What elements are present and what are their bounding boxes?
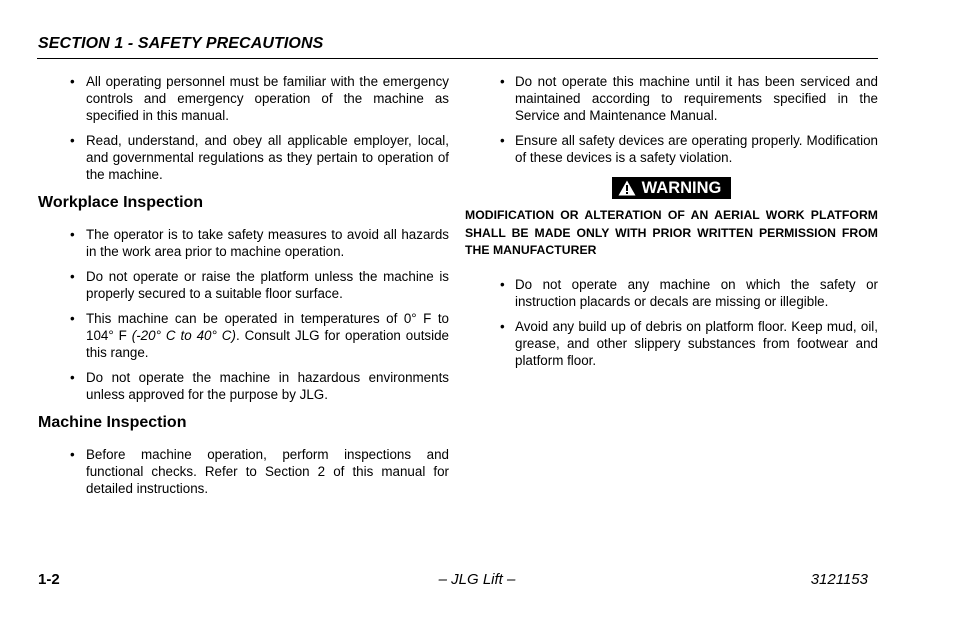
list-item-temperature: • This machine can be operated in temperatures of 0° F to 104° F (-20° C to 40° C). Consult JLG for operation outside this range. <box>70 311 449 360</box>
section-title: SECTION 1 - SAFETY PRECAUTIONS <box>38 35 324 52</box>
list-item: • Before machine operation, perform inspections and functional checks. Refer to Section 2 of this manual for detailed instructions. <box>70 447 449 496</box>
machine-inspection-heading: Machine Inspection <box>38 414 187 431</box>
warning-triangle-icon <box>618 180 636 196</box>
footer-brand: – JLG Lift – <box>438 571 516 588</box>
left-column <box>38 73 449 505</box>
metric-temperature: (-20° C to 40° C) <box>131 328 236 343</box>
list-item: • Do not operate any machine on which the safety or instruction placards or decals are missing or illegible. <box>500 276 878 309</box>
bullet-icon: • <box>70 227 75 242</box>
workplace-inspection-heading: Workplace Inspection <box>38 194 204 211</box>
bullet-icon: • <box>500 133 505 148</box>
list-item: • Do not operate the machine in hazardous environments unless approved for the purpose by JLG. <box>70 370 449 402</box>
warning-message: MODIFICATION OR ALTERATION OF AN AERIAL WORK PLATFORM SHALL BE MADE ONLY WITH PRIOR WRITTEN PERMISSION FROM THE MANUFACTURER <box>465 208 878 257</box>
list-item: • Do not operate or raise the platform unless the machine is properly secured to a suitable floor surface. <box>70 269 449 301</box>
list-item: • Read, understand, and obey all applicable employer, local, and governmental regulations as they pertain to operation of the machine. <box>70 133 449 182</box>
bullet-icon: • <box>70 370 75 385</box>
bullet-icon: • <box>70 133 75 148</box>
list-item: • Ensure all safety devices are operating properly. Modification of these devices is a safety violation. <box>500 133 878 165</box>
warning-banner <box>465 177 878 201</box>
bullet-icon: • <box>500 74 505 89</box>
warning-label: WARNING <box>641 178 722 197</box>
bottom-bullet-list <box>465 276 878 369</box>
right-column <box>465 73 878 377</box>
intro-bullet-list <box>38 73 449 183</box>
document-number: 3121153 <box>810 571 868 588</box>
list-item: • Do not operate this machine until it has been serviced and maintained according to requirements specified in the Service and Maintenance Manual. <box>500 74 878 123</box>
list-item: • Avoid any build up of debris on platform floor. Keep mud, oil, grease, and other slippery substances from footwear and platform floor. <box>500 318 878 368</box>
machine-bullet-list <box>38 446 449 497</box>
bullet-icon: • <box>70 311 75 326</box>
bullet-icon: • <box>70 74 75 89</box>
list-item: • The operator is to take safety measures to avoid all hazards in the work area prior to machine operation. <box>70 227 449 259</box>
list-item: • All operating personnel must be familiar with the emergency controls and emergency operation of the machine as specified in this manual. <box>70 74 449 123</box>
workplace-bullet-list <box>38 226 449 403</box>
bullet-icon: • <box>70 447 75 462</box>
bullet-icon: • <box>70 269 75 284</box>
page-number: 1-2 <box>38 571 60 588</box>
warning-label-box <box>612 177 732 199</box>
bullet-icon: • <box>500 318 505 334</box>
header-divider <box>37 58 878 59</box>
bullet-icon: • <box>500 276 505 292</box>
top-bullet-list <box>465 73 878 166</box>
